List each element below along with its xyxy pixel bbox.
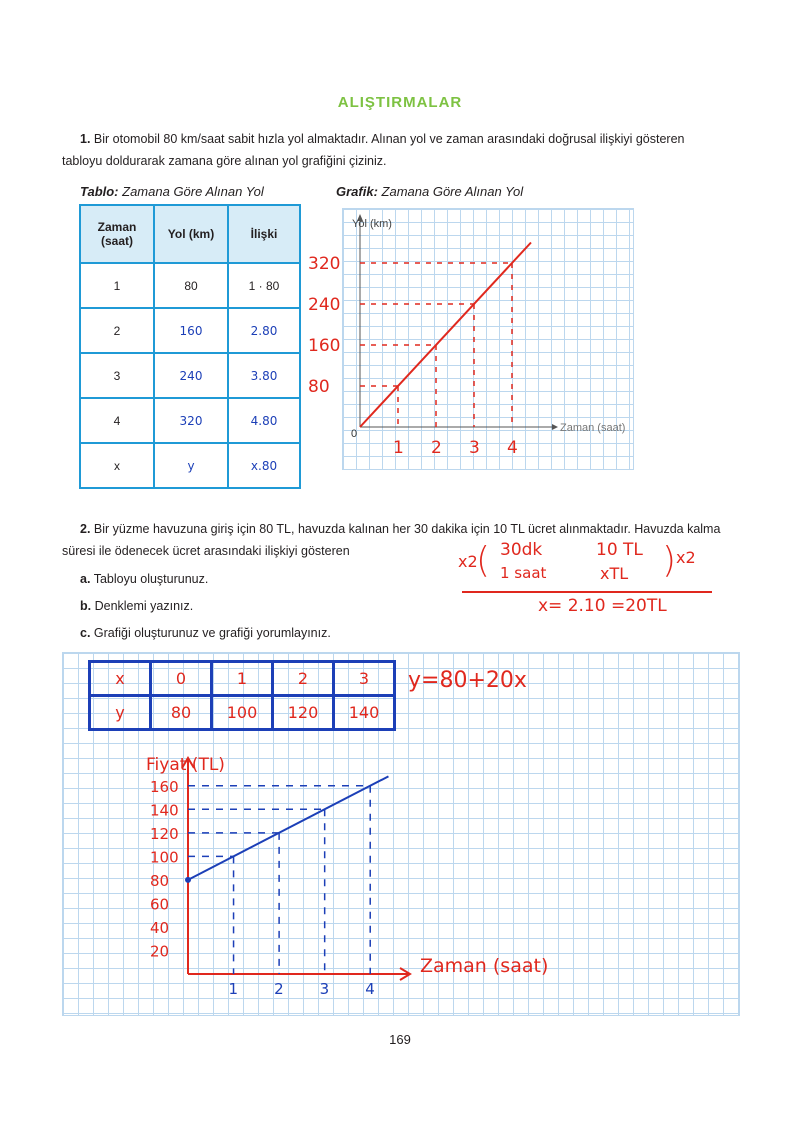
table-caption-text: Zamana Göre Alınan Yol [122,184,264,199]
x-tick-label: 3 [469,438,480,458]
option-text: Grafiği oluşturunuz ve grafiği yorumlayınız. [93,626,331,640]
x-tick-label: 4 [365,980,375,998]
distance-table [79,204,301,489]
y-tick-label: 120 [150,824,179,843]
work-left-multiplier: x2 [458,552,478,571]
data-line [360,243,531,428]
y-axis-label: Fiyat (TL) [146,755,225,775]
table-header-time: Zaman (saat) [80,205,154,263]
work-line1-a: 30dk [500,540,543,560]
data-line [188,776,388,880]
handwritten-cell: y [154,443,228,488]
option-c [80,626,331,640]
work-divider [462,591,712,593]
option-b [80,599,193,613]
question-2-number: 2. [80,522,91,536]
work-brace-close: ) [662,540,677,581]
x-axis-arrow [552,424,558,430]
origin-label: 0 [351,428,358,440]
option-text: Tabloyu oluşturunuz. [93,572,209,586]
option-a [80,572,208,586]
price-table-cell: x [90,662,151,696]
y-tick-label: 100 [150,848,179,867]
x-axis-label: Zaman (saat) [560,422,626,434]
y-tick-label: 80 [150,871,170,890]
question-1-text [62,128,712,172]
handwritten-cell: 2.80 [228,308,300,353]
question-1-number: 1. [80,132,91,146]
y-tick-label: 140 [150,801,179,820]
table-caption [80,184,264,199]
price-table-cell: 2 [273,662,334,696]
handwritten-cell: x.80 [228,443,300,488]
table-cell: 2 [80,308,154,353]
y-axis-label: Yol (km) [352,218,392,230]
option-text: Denklemi yazınız. [94,599,194,613]
price-table-cell: 1 [212,662,273,696]
start-point [185,877,191,883]
table-cell: 1 · 80 [228,263,300,308]
option-letter: b. [80,599,92,613]
page-heading: ALIŞTIRMALAR [337,94,463,111]
table-cell: 3 [80,353,154,398]
price-table-cell: y [90,696,151,730]
y-tick-label: 320 [308,254,341,274]
handwritten-cell: 3.80 [228,353,300,398]
graph-caption-text: Zamana Göre Alınan Yol [381,184,524,199]
x-tick-label: 4 [507,438,518,458]
y-tick-label: 240 [308,295,341,315]
handwritten-cell: 4.80 [228,398,300,443]
table-header-relation: İlişki [228,205,300,263]
table-cell: 80 [154,263,228,308]
y-tick-label: 160 [150,777,179,796]
question-1-body: Bir otomobil 80 km/saat sabit hızla yol almaktadır. Alınan yol ve zaman arasındaki doğrusal ilişkiyi gösteren tabloyu doldurarak zamana göre alınan yol grafiğini çiziniz. [62,132,685,168]
price-table-cell: 0 [151,662,212,696]
x-tick-label: 2 [274,980,284,998]
handwritten-cell: 320 [154,398,228,443]
price-time-chart [100,740,600,1000]
x-tick-label: 3 [319,980,330,998]
table-cell: x [80,443,154,488]
table-caption-label: Tablo: [80,184,119,199]
x-axis-label: Zaman (saat) [420,955,549,977]
work-result: x= 2.10 =20TL [538,596,667,616]
work-brace-open: ( [476,540,491,581]
y-tick-label: 20 [150,942,170,961]
price-table-cell: 140 [334,696,395,730]
option-letter: a. [80,572,91,586]
handwritten-cell: 160 [154,308,228,353]
graph-caption-label: Grafik: [336,184,378,199]
work-line1-b: 10 TL [596,540,643,560]
y-tick-label: 160 [308,336,341,356]
work-line2-b: xTL [600,564,629,583]
distance-time-chart [300,205,640,470]
y-tick-label: 60 [150,895,170,914]
handwritten-cell: 240 [154,353,228,398]
graph-caption [336,184,523,199]
page-number: 169 [389,1032,411,1047]
x-tick-label: 1 [393,438,404,458]
price-table-cell: 3 [334,662,395,696]
option-letter: c. [80,626,91,640]
x-tick-label: 1 [228,980,239,998]
work-right-multiplier: x2 [676,548,696,567]
y-tick-label: 80 [308,377,330,397]
table-cell: 1 [80,263,154,308]
table-header-distance: Yol (km) [154,205,228,263]
question-2-body: Bir yüzme havuzuna giriş için 80 TL, havuzda kalınan her 30 dakika için 10 TL ücret alınmaktadır. Havuzda kalma süresi ile ödenecek ücret arasındaki ilişkiyi gösteren [62,522,721,558]
price-table [88,660,396,731]
y-tick-label: 40 [150,918,170,937]
price-table-cell: 120 [273,696,334,730]
table-cell: 4 [80,398,154,443]
price-table-cell: 100 [212,696,273,730]
work-line2-a: 1 saat [500,564,547,582]
equation: y=80+20x [408,668,527,693]
x-tick-label: 2 [431,438,442,458]
price-table-cell: 80 [151,696,212,730]
